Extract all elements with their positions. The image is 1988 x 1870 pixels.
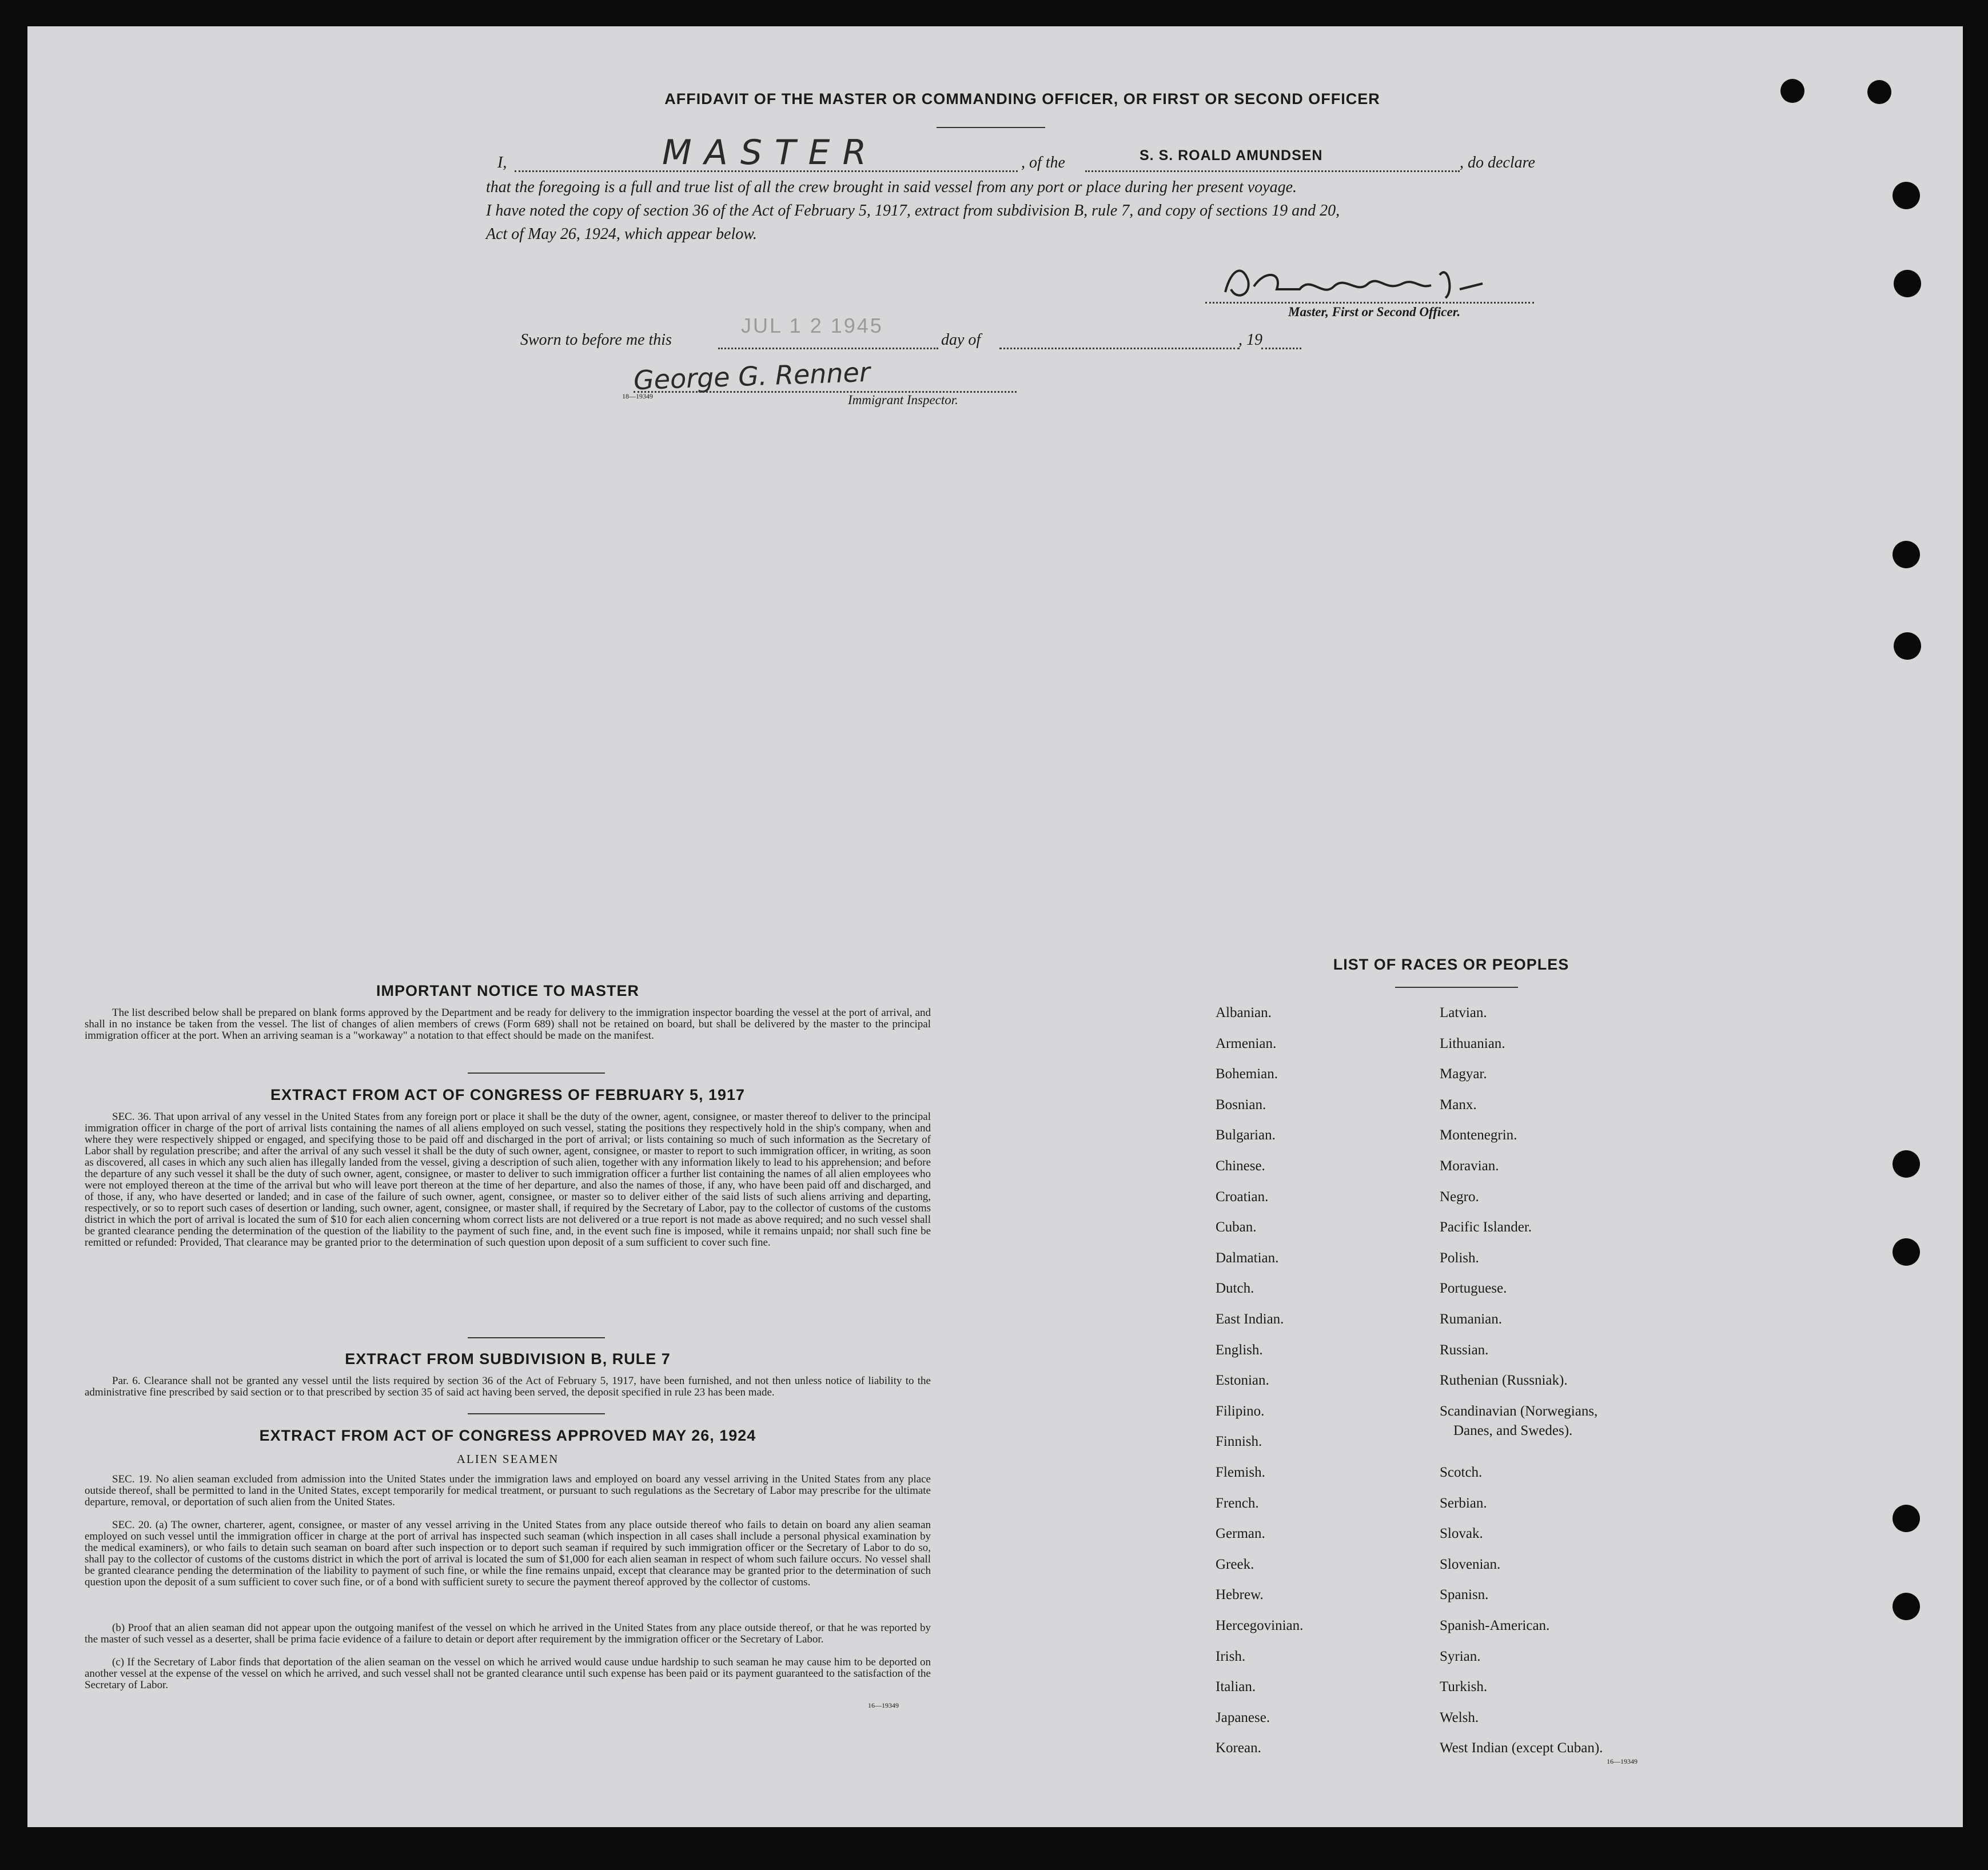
of-the-label: , of the (1021, 154, 1065, 172)
race-item: East Indian. (1216, 1311, 1284, 1327)
punch-hole (1894, 632, 1921, 660)
inspector-caption: Immigrant Inspector. (848, 393, 958, 407)
race-item: Bosnian. (1216, 1097, 1266, 1113)
extract-1924-sec20b: (b) Proof that an alien seaman did not appear upon the outgoing manifest of the vessel on which he arrived in the United States from any place outside thereof, or that he was reported by the master of such vessel as a deserter, shall be prima facie evidence of a failure to detain or deport after requirement by the immigration officer or the Secretary of Labor. (85, 1622, 931, 1645)
document-page (27, 26, 1963, 1827)
race-item: Montenegrin. (1440, 1127, 1517, 1143)
race-item: Polish. (1440, 1250, 1479, 1266)
race-item: Lithuanian. (1440, 1036, 1505, 1051)
race-item: Filipino. (1216, 1404, 1265, 1419)
race-item: Negro. (1440, 1189, 1479, 1205)
rule7-text: Par. 6. Clearance shall not be granted any vessel until the lists required by section 36 of the Act of February 5, 1917, have been furnished, and not then unless notice of liability to the administrative fine prescribed by said section or to that prescribed by section 35 of said act having been served, the deposit specified in rule 23 has been made. (85, 1375, 931, 1398)
race-item: Armenian. (1216, 1036, 1277, 1051)
rule7-title: EXTRACT FROM SUBDIVISION B, RULE 7 (345, 1350, 671, 1367)
notice-text: The list described below shall be prepared on blank forms approved by the Department and be ready for delivery to the immigration inspector boarding the vessel at the port of arrival, and shall in no instance be taken from the vessel. The list of changes of alien members of crews (Form 689) shall not be retained on board, but shall be delivered by the master to the principal immigration officer at the port. When an arriving seaman is a "workaway" a notation to that effect should be made on the manifest. (85, 1007, 931, 1042)
race-item: Hercegovinian. (1216, 1618, 1304, 1633)
race-item: Syrian. (1440, 1649, 1481, 1664)
race-item: Spanish-American. (1440, 1618, 1550, 1633)
extract-1917-title: EXTRACT FROM ACT OF CONGRESS OF FEBRUARY 5, 1917 (270, 1086, 746, 1103)
race-item: Slovenian. (1440, 1557, 1501, 1572)
title-divider (937, 127, 1045, 128)
race-item: Bohemian. (1216, 1066, 1278, 1082)
race-item: Dalmatian. (1216, 1250, 1279, 1266)
extract-1924-sec19: SEC. 19. No alien seaman excluded from admission into the United States under the immigration laws and employed on board any vessel arriving in the United States from any place outside thereof, shall be permitted to land in the United States, except temporarily for medical treatment, or pursuant to such regulations as the Secretary of Labor may prescribe for the ultimate departure, removal, or deportation of such alien from the United States. (85, 1473, 931, 1508)
race-item: Bulgarian. (1216, 1127, 1276, 1143)
year-prefix: , 19 (1238, 331, 1262, 349)
punch-hole (1894, 270, 1921, 297)
form-number-small: 18—19349 (622, 392, 653, 400)
race-item: Pacific Islander. (1440, 1219, 1532, 1235)
race-item: German. (1216, 1526, 1265, 1541)
punch-hole (1893, 1505, 1920, 1532)
race-item: Russian. (1440, 1342, 1489, 1358)
race-item: Irish. (1216, 1649, 1246, 1664)
rule7-divider (468, 1413, 605, 1414)
sworn-day-line (718, 348, 938, 349)
race-item: Manx. (1440, 1097, 1477, 1113)
inspector-signature-line (634, 391, 1017, 393)
notice-title: IMPORTANT NOTICE TO MASTER (376, 982, 639, 999)
sworn-label: Sworn to before me this (520, 331, 672, 349)
race-item: Serbian. (1440, 1496, 1487, 1511)
races-title: LIST OF RACES OR PEOPLES (1333, 956, 1569, 973)
notice-divider (468, 1072, 605, 1074)
race-item: Japanese. (1216, 1710, 1270, 1725)
affidavit-body-line-3: Act of May 26, 1924, which appear below. (486, 225, 757, 243)
race-item: Croatian. (1216, 1189, 1269, 1205)
race-item: Welsh. (1440, 1710, 1479, 1725)
race-item: English. (1216, 1342, 1263, 1358)
punch-hole (1893, 1238, 1920, 1266)
race-item: Latvian. (1440, 1005, 1487, 1020)
race-item: Chinese. (1216, 1158, 1265, 1174)
race-item: Portuguese. (1440, 1281, 1507, 1296)
alien-seamen-subtitle: ALIEN SEAMEN (456, 1452, 559, 1466)
extract-form-number: 16—19349 (868, 1701, 899, 1709)
punch-hole (1867, 80, 1891, 104)
race-item: Moravian. (1440, 1158, 1499, 1174)
races-form-number: 16—19349 (1607, 1757, 1638, 1765)
race-item: Spanisn. (1440, 1587, 1489, 1602)
officer-signature-line (1205, 302, 1534, 304)
day-of-label: day of (941, 331, 981, 349)
races-divider (1395, 987, 1518, 988)
i-label: I, (497, 154, 507, 172)
sworn-date-stamp: JUL 1 2 1945 (741, 314, 883, 337)
extract-1917-text: SEC. 36. That upon arrival of any vessel in the United States from any foreign port or place it shall be the duty of the owner, agent, consignee, or master thereof to deliver to the principal immigration officer in charge of the port of arrival lists containing the names of all aliens employed on such vessel, stating the positions they respectively hold in the ship's company, when and where they were respectively shipped or engaged, and specifying those to be paid off and discharged in the port of arrival; or lists containing so much of such information as the Secretary of Labor shall by regulation prescribe; and after the arrival of any such vessel it shall be the duty of such owner, agent, consignee, or master to report to such immigration officer, in writing, as soon as discovered, all cases in which any such alien has illegally landed from the vessel, giving a description of such alien, together with any information likely to lead to his apprehension; and before the departure of any such vessel it shall be the duty of such owner, agent, consignee, or master to deliver to such immigration officer a further list containing the names of all alien employees who were not employed thereon at the time of the arrival but who will leave port thereon at the time of her departure, and also the names of those, if any, who have been paid off and discharged, and of those, if any, who have deserted or landed; and in case of the failure of such owner, agent, consignee, or master so to deliver either of the said lists of such aliens arriving and departing, respectively, or so to report such cases of desertion or landing, such owner, agent, consignee, or master shall, if required by the Secretary of Labor, pay to the collector of customs of the customs district in which the port of arrival is located the sum of $10 for each alien concerning whom correct lists are not delivered or a true report is not made as above required; and no such vessel shall be granted clearance pending the determination of the question of the liability to the payment of such fine, and, in the event such fine is imposed, while it remains unpaid; nor shall such fine be remitted or refunded: Provided, That clearance may be granted prior to the determination of such question upon deposit of a sum sufficient to cover such fine. (85, 1111, 931, 1249)
extract-1924-sec20c: (c) If the Secretary of Labor finds that deportation of the alien seaman on the vessel on which he arrived would cause undue hardship to such seaman he may cause him to be deported on another vessel at the expense of the vessel on which he arrived, and such vessel shall not be granted clearance until such expense has been paid or its payment guaranteed to the satisfaction of the Secretary of Labor. (85, 1656, 931, 1691)
vessel-line (1085, 170, 1460, 172)
race-item: Italian. (1216, 1679, 1256, 1694)
officer-caption: Master, First or Second Officer. (1288, 305, 1461, 319)
punch-hole (1893, 1593, 1920, 1620)
race-item: Greek. (1216, 1557, 1254, 1572)
affidavit-body-line-2: I have noted the copy of section 36 of the Act of February 5, 1917, extract from subdivision B, rule 7, and copy of sections 19 and 20, (486, 202, 1340, 220)
race-item: Magyar. (1440, 1066, 1487, 1082)
race-item: Hebrew. (1216, 1587, 1264, 1602)
year-line (1261, 348, 1301, 349)
race-item: Ruthenian (Russniak). (1440, 1373, 1568, 1388)
do-declare-label: , do declare (1460, 154, 1535, 172)
punch-hole (1780, 79, 1804, 103)
master-handwritten: MASTER (662, 133, 879, 173)
race-item: French. (1216, 1496, 1259, 1511)
punch-hole (1893, 182, 1920, 209)
month-line (999, 348, 1240, 349)
affidavit-body-line-1: that the foregoing is a full and true list of all the crew brought in said vessel from any port or place during her present voyage. (486, 178, 1297, 196)
race-item: Flemish. (1216, 1465, 1265, 1480)
extract-1924-title: EXTRACT FROM ACT OF CONGRESS APPROVED MAY 26, 1924 (259, 1427, 756, 1444)
race-item: Rumanian. (1440, 1311, 1503, 1327)
race-item: Danes, and Swedes). (1453, 1423, 1573, 1438)
vessel-name: S. S. ROALD AMUNDSEN (1140, 147, 1323, 164)
race-item: Korean. (1216, 1740, 1261, 1756)
race-item: Scandinavian (Norwegians, (1440, 1404, 1598, 1419)
affidavit-title: AFFIDAVIT OF THE MASTER OR COMMANDING OFFICER, OR FIRST OR SECOND OFFICER (664, 90, 1380, 107)
extract-1924-sec20a: SEC. 20. (a) The owner, charterer, agent, consignee, or master of any vessel arriving in the United States from any place outside thereof who fails to detain on board any alien seaman employed on such vessel until the immigration officer in charge at the port of arrival has inspected such seaman (which inspection in all cases shall include a personal physical examination by the medical examiners), or who fails to detain such seaman on board after such inspection or to deport such seaman if required by such immigration officer or the Secretary of Labor to do so, shall pay to the collector of customs of the customs district in which the port of arrival is located the sum of $1,000 for each alien seaman in respect of whom such failure occurs. No vessel shall be granted clearance pending the determination of the liability to payment of such fine, or while the fine remains unpaid, except that clearance may be granted prior to the determination of such question upon the deposit of a sum sufficient to cover such fine, or of a bond with sufficient surety to secure the payment thereof approved by the collector of customs. (85, 1519, 931, 1588)
race-item: Albanian. (1216, 1005, 1272, 1020)
punch-hole (1893, 541, 1920, 568)
race-item: Turkish. (1440, 1679, 1488, 1694)
race-item: West Indian (except Cuban). (1440, 1740, 1603, 1756)
race-item: Dutch. (1216, 1281, 1254, 1296)
extract-1917-divider (468, 1337, 605, 1338)
race-item: Finnish. (1216, 1434, 1262, 1449)
punch-hole (1893, 1150, 1920, 1178)
inspector-signature: George G. Renner (633, 356, 871, 396)
race-item: Cuban. (1216, 1219, 1257, 1235)
race-item: Scotch. (1440, 1465, 1483, 1480)
race-item: Slovak. (1440, 1526, 1483, 1541)
race-item: Estonian. (1216, 1373, 1269, 1388)
